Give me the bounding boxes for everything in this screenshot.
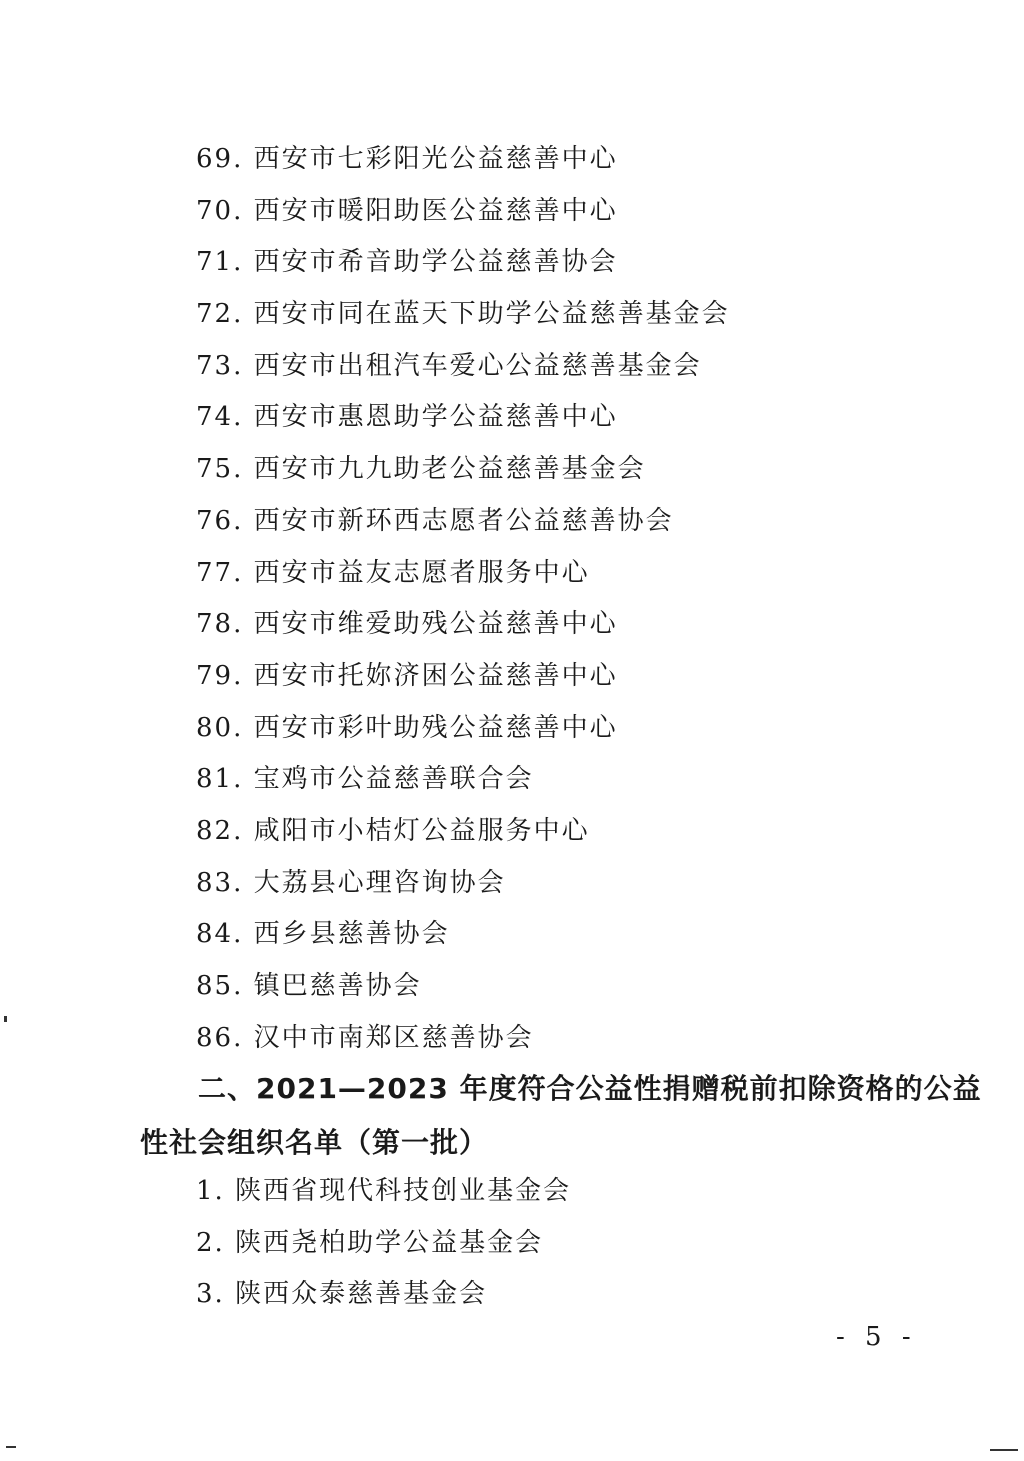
list-item: 82. 咸阳市小桔灯公益服务中心	[196, 815, 590, 846]
list-item: 78. 西安市维爱助残公益慈善中心	[196, 609, 618, 640]
list-item: 71. 西安市希音助学公益慈善协会	[196, 247, 618, 278]
list-item: 69. 西安市七彩阳光公益慈善中心	[196, 144, 618, 174]
list-item: 85. 镇巴慈善协会	[196, 971, 422, 1001]
list-item: 70. 西安市暖阳助医公益慈善中心	[196, 195, 618, 226]
section-heading-line-1: 二、2021—2023 年度符合公益性捐赠税前扣除资格的公益	[198, 1072, 982, 1105]
list-item: 83. 大荔县心理咨询协会	[196, 867, 506, 898]
list-item: 84. 西乡县慈善协会	[196, 919, 450, 950]
scan-edge-mark	[990, 1449, 1018, 1451]
scan-edge-mark	[6, 1446, 16, 1448]
page-number: - 5 -	[836, 1322, 917, 1352]
list-item: 77. 西安市益友志愿者服务中心	[196, 557, 590, 588]
list-item: 80. 西安市彩叶助残公益慈善中心	[196, 712, 618, 743]
list-item: 2. 陕西尧柏助学公益基金会	[196, 1227, 544, 1258]
section-heading-line-2: 性社会组织名单（第一批）	[140, 1126, 489, 1159]
list-item: 76. 西安市新环西志愿者公益慈善协会	[196, 505, 674, 536]
organization-list	[196, 138, 936, 1068]
list-item: 79. 西安市托妳济困公益慈善中心	[196, 660, 618, 691]
list-item: 75. 西安市九九助老公益慈善基金会	[196, 454, 646, 485]
list-item: 86. 汉中市南郑区慈善协会	[196, 1022, 534, 1053]
list-item: 3. 陕西众泰慈善基金会	[196, 1279, 488, 1310]
list-item: 81. 宝鸡市公益慈善联合会	[196, 764, 534, 795]
section-heading	[140, 1062, 982, 1170]
scan-edge-mark	[4, 1016, 7, 1022]
list-item: 73. 西安市出租汽车爱心公益慈善基金会	[196, 350, 702, 381]
list-item: 74. 西安市惠恩助学公益慈善中心	[196, 402, 618, 433]
list-item: 1. 陕西省现代科技创业基金会	[196, 1176, 572, 1206]
list-item: 72. 西安市同在蓝天下助学公益慈善基金会	[196, 299, 730, 330]
qualified-organization-list	[196, 1170, 936, 1325]
